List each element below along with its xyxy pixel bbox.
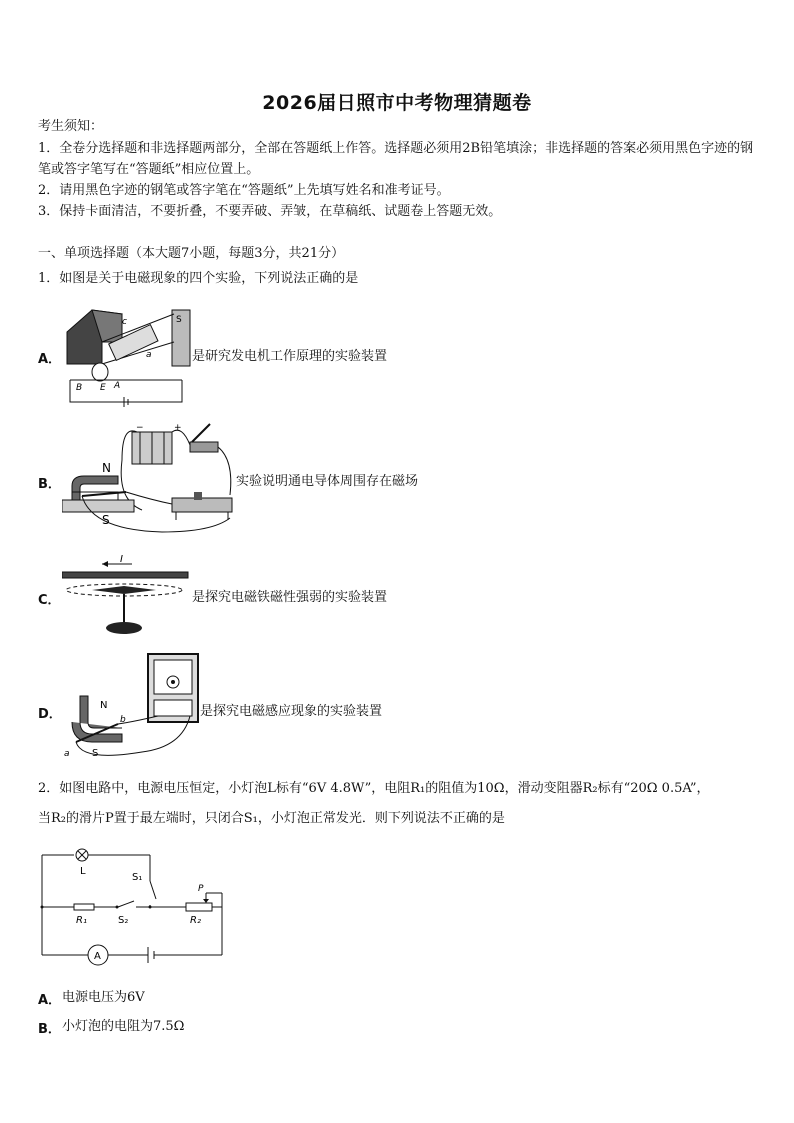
fig-a-label-a-upper: A <box>114 381 121 391</box>
fig-a-label-c: c <box>122 317 127 327</box>
fig-b-label-n: N <box>102 461 111 475</box>
notice-item-3: 3．保持卡面清洁，不要折叠，不要弄破、弄皱，在草稿纸、试题卷上答题无效。 <box>38 204 502 219</box>
circuit-label-r2: R₂ <box>190 915 201 926</box>
fig-b-minus: − <box>136 423 144 433</box>
q2-option-a-letter: A． <box>38 993 62 1008</box>
fig-d-label-b: b <box>120 715 126 725</box>
notice-item-2: 2．请用黑色字迹的钢笔或答字笔在“答题纸”上先填写姓名和准考证号。 <box>38 183 450 198</box>
fig-a-label-a-lower: a <box>146 350 152 360</box>
circuit-label-p: P <box>198 884 204 894</box>
fig-a-label-s: S <box>176 315 182 325</box>
circuit-label-a: A <box>94 951 101 962</box>
q1-figure-a <box>62 302 192 412</box>
circuit-label-r1: R₁ <box>76 915 87 926</box>
q1-option-b-text: 实验说明通电导体周围存在磁场 <box>236 474 419 489</box>
q1-figure-d <box>62 652 202 764</box>
q1-option-a-text: 是研究发电机工作原理的实验装置 <box>192 349 388 364</box>
q1-option-c-text: 是探究电磁铁磁性强弱的实验装置 <box>192 590 388 605</box>
page-title: 2026届日照市中考物理猜题卷 <box>262 92 532 114</box>
question-1-stem: 1．如图是关于电磁现象的四个实验，下列说法正确的是 <box>38 271 359 286</box>
q1-option-b-letter: B． <box>38 477 61 492</box>
fig-c-label-i: I <box>120 554 123 565</box>
fig-d-label-a: a <box>64 749 70 759</box>
q1-option-c-letter: C． <box>38 593 61 608</box>
circuit-label-s2: S₂ <box>118 915 129 926</box>
circuit-label-s1: S₁ <box>132 872 143 883</box>
fig-a-label-e: E <box>100 383 106 393</box>
circuit-label-l: L <box>80 866 86 877</box>
q2-option-b-letter: B． <box>38 1022 61 1037</box>
fig-b-plus: + <box>174 423 182 433</box>
q1-option-a-letter: A． <box>38 352 62 367</box>
fig-d-label-n: N <box>100 700 108 711</box>
q2-option-a-text: 电源电压为6V <box>62 990 145 1005</box>
fig-a-label-b: B <box>76 383 83 393</box>
q2-option-b-text: 小灯泡的电阻为7.5Ω <box>62 1019 185 1034</box>
fig-b-label-s: S <box>102 513 110 527</box>
q1-option-d-letter: D． <box>38 707 62 722</box>
q2-circuit-diagram <box>36 845 236 975</box>
section-heading: 一、单项选择题（本大题7小题，每题3分，共21分） <box>38 246 345 261</box>
fig-d-label-s: S <box>92 748 99 759</box>
notice-item-1: 1．全卷分选择题和非选择题两部分，全部在答题纸上作答。选择题必须用2B铅笔填涂；非选择题的答案必须用黑色字迹的钢笔或答字笔写在“答题纸”相应位置上。 <box>38 141 754 177</box>
notice-heading: 考生须知： <box>38 119 104 134</box>
q1-figure-b <box>62 420 240 545</box>
question-2-line-1: 2．如图电路中，电源电压恒定，小灯泡L标有“6V 4.8W”，电阻R₁的阻值为10Ω，滑动变阻器R₂标有“20Ω 0.5A”， <box>38 781 710 796</box>
q1-figure-c <box>62 552 192 642</box>
question-2-line-2: 当R₂的滑片P置于最左端时，只闭合S₁，小灯泡正常发光．则下列说法不正确的是 <box>38 811 505 826</box>
q1-option-d-text: 是探究电磁感应现象的实验装置 <box>200 704 383 719</box>
